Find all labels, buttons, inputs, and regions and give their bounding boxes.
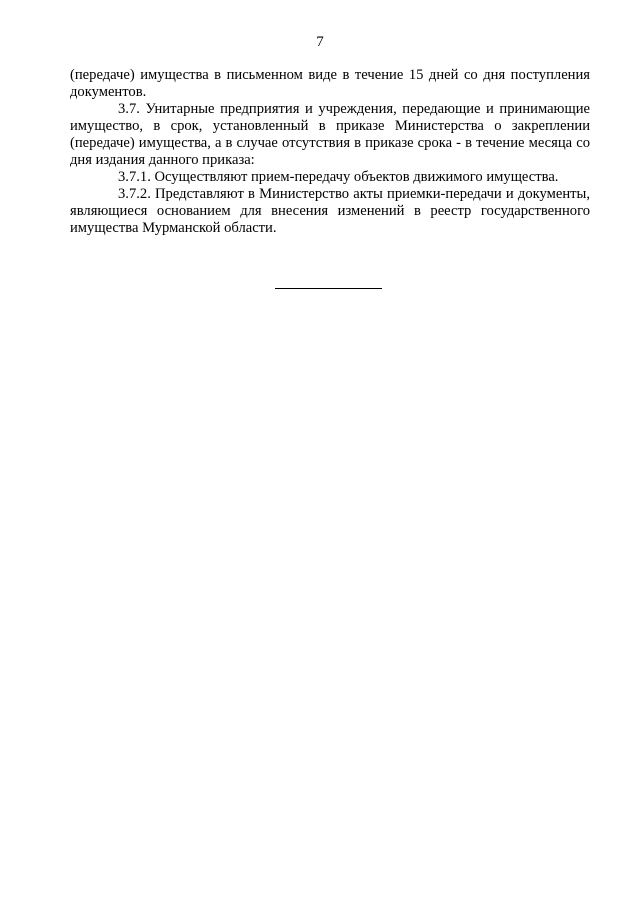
paragraph-3-7-1: 3.7.1. Осуществляют прием-передачу объектов движимого имущества. [118, 169, 559, 185]
page-number: 7 [316, 34, 324, 50]
paragraph-3-7: 3.7. Унитарные предприятия и учреждения, передающие и принимающие имущество, в срок, установленный в приказе Министерства о закреплении (передаче) имущества, а в случае отсутствия в приказе срока - в течение месяца со дня издания данного приказа: [70, 101, 590, 168]
end-divider-line [275, 288, 382, 289]
document-body [70, 67, 590, 237]
paragraph-continuation: (передаче) имущества в письменном виде в течение 15 дней со дня поступления документов. [70, 67, 590, 100]
paragraph-3-7-2: 3.7.2. Представляют в Министерство акты приемки-передачи и документы, являющиеся основанием для внесения изменений в реестр государственного имущества Мурманской области. [70, 186, 590, 236]
